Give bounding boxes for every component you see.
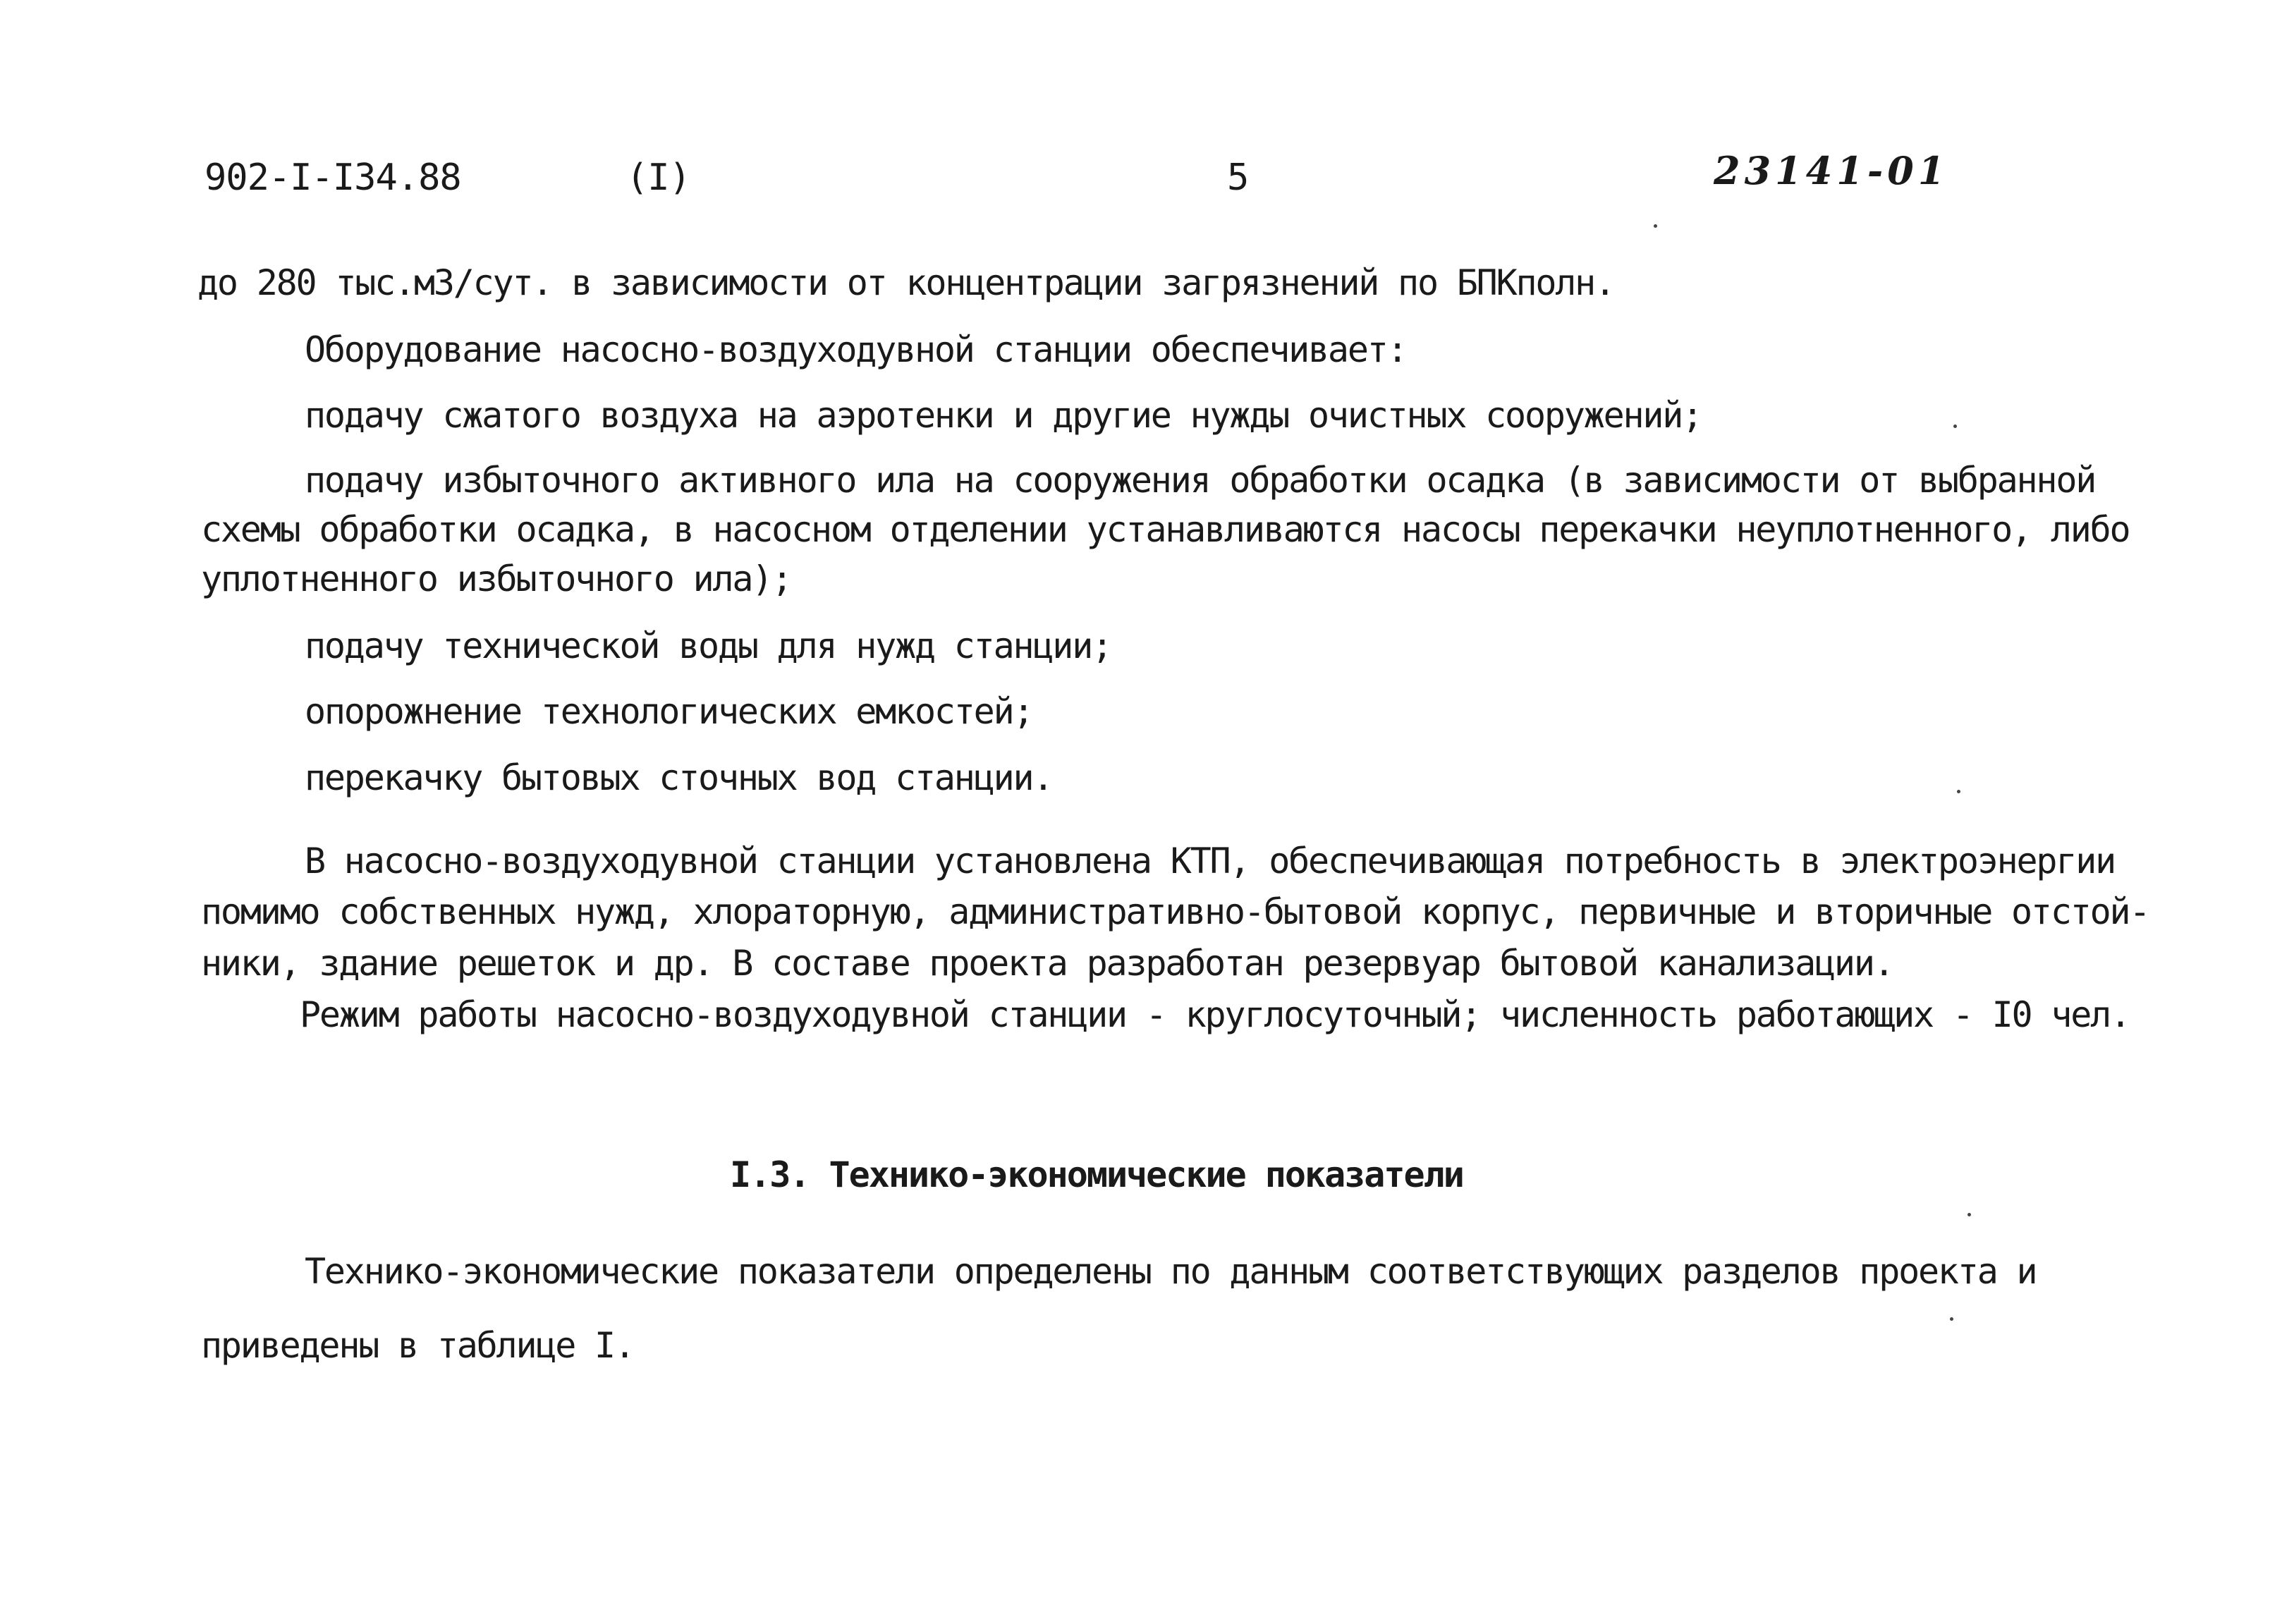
handwritten-doc-number: 23141-01 xyxy=(1714,148,1949,193)
list-item-2-line-1: подачу избыточного активного ила на сооружения обработки осадка (в зависимости от выбранной xyxy=(305,460,2096,501)
section-paragraph-line-1: Технико-экономические показатели определены по данным соответствующих разделов проекта и xyxy=(305,1251,2037,1292)
list-item-5: перекачку бытовых сточных вод станции. xyxy=(305,757,1053,798)
scan-speck xyxy=(1950,1317,1953,1321)
list-item-1: подачу сжатого воздуха на аэротенки и другие нужды очистных сооружений; xyxy=(305,395,1702,436)
list-item-4: опорожнение технологических емкостей; xyxy=(305,691,1033,732)
section-paragraph-line-2: приведены в таблице I. xyxy=(201,1325,634,1366)
list-item-3: подачу технической воды для нужд станции; xyxy=(305,625,1112,666)
equipment-intro: Оборудование насосно-воздуходувной станции обеспечивает: xyxy=(305,329,1407,370)
scan-speck xyxy=(1953,425,1957,428)
doc-code: 902-I-I34.88 xyxy=(205,157,461,199)
ktp-paragraph-line-2: помимо собственных нужд, хлораторную, административно-бытовой корпус, первичные и вторичные отстой- xyxy=(201,891,2149,932)
ktp-paragraph-line-1: В насосно-воздуходувной станции установлена КТП, обеспечивающая потребность в электроэнергии xyxy=(305,841,2116,881)
list-item-2-line-2: схемы обработки осадка, в насосном отделении устанавливаются насосы перекачки неуплотненного, либо xyxy=(201,509,2130,550)
section-title: I.3. Технико-экономические показатели xyxy=(730,1154,1463,1195)
text-line-1: до 280 тыс.м3/сут. в зависимости от концентрации загрязнений по БПКполн. xyxy=(197,262,1614,303)
doc-issue: (I) xyxy=(626,157,690,199)
scan-speck xyxy=(1957,790,1960,793)
page-number: 5 xyxy=(1227,157,1249,199)
ktp-paragraph-line-3: ники, здание решеток и др. В составе проекта разработан резервуар бытовой канализации. xyxy=(201,943,1893,984)
scan-speck xyxy=(1967,1213,1971,1216)
mode-line: Режим работы насосно-воздуходувной станции - круглосуточный; численность работающих - I0 чел. xyxy=(300,994,2130,1035)
list-item-2-line-3: уплотненного избыточного ила); xyxy=(201,558,792,599)
scan-speck xyxy=(1654,224,1657,228)
